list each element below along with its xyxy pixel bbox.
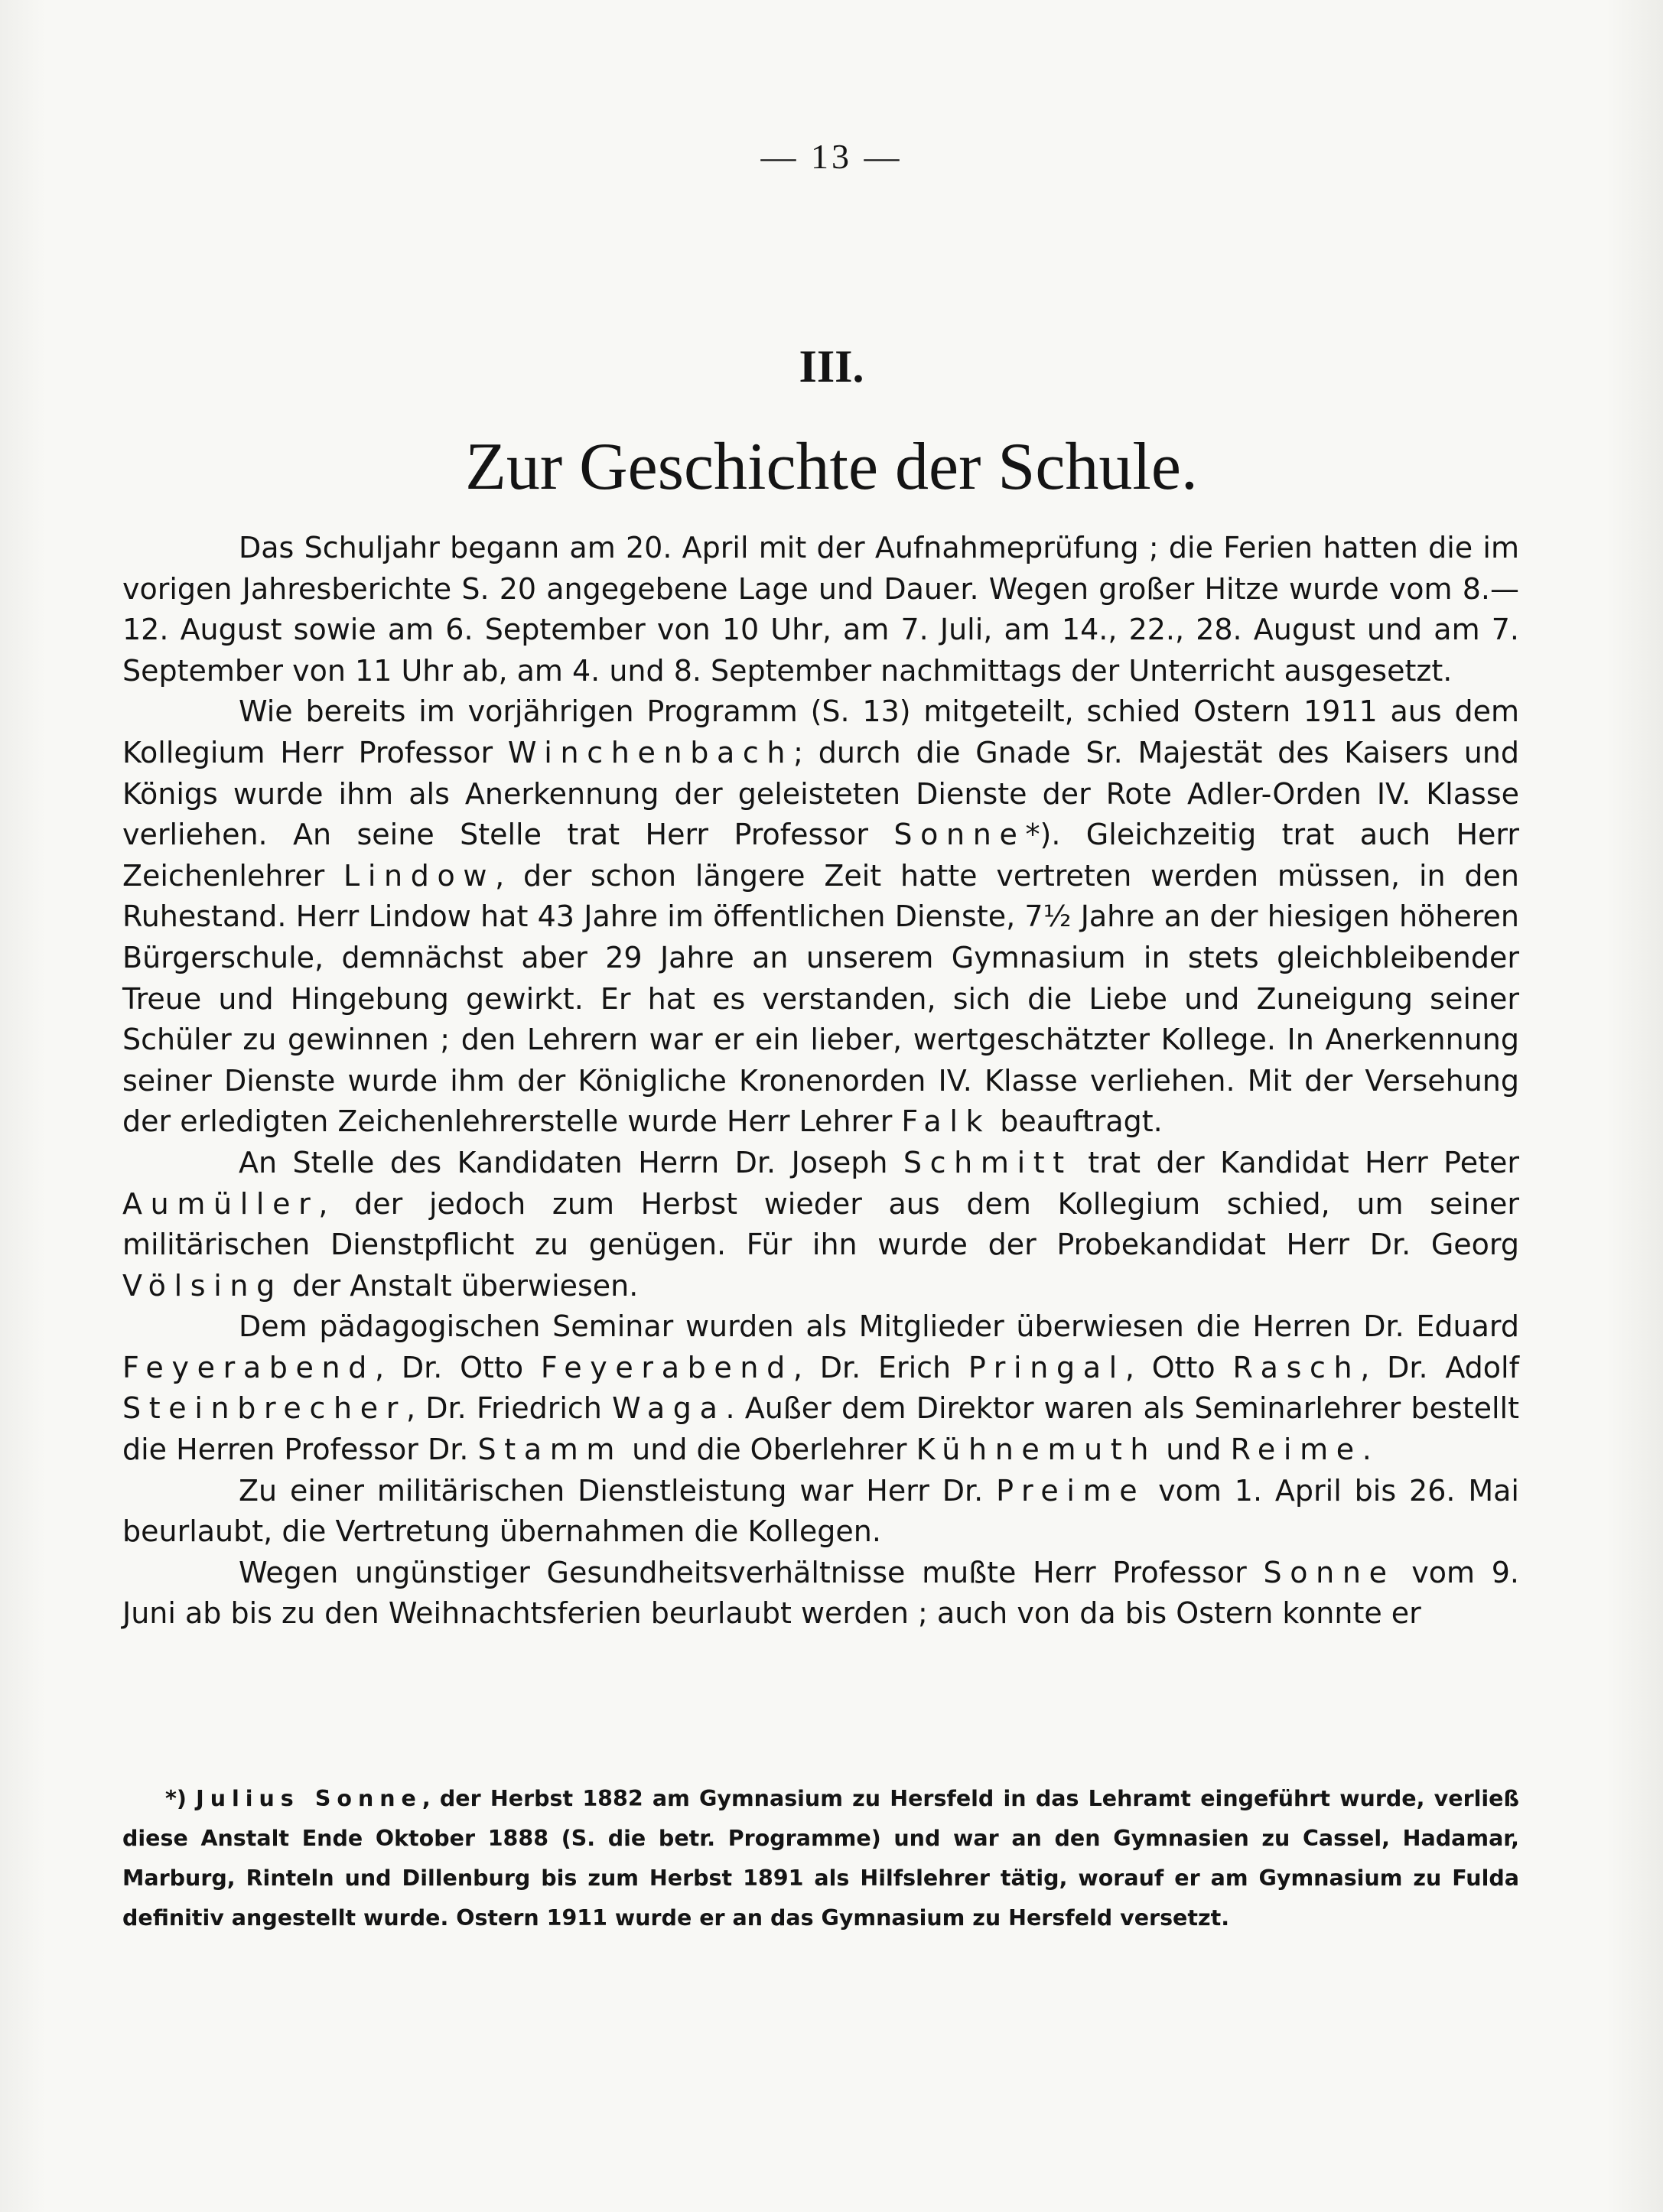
- text-run: . Außer dem Direktor waren als Seminarlehrer bestellt die Herren Professor Dr.: [122, 1391, 1519, 1467]
- spaced-name: Kühnemuth: [916, 1433, 1157, 1467]
- spaced-name: Rasch: [1232, 1350, 1361, 1384]
- text-run: ; durch die Gnade Sr. Majestät des Kaisers und Königs wurde ihm als Anerkennung der geleisteten Dienste der Rote Adler-Orden IV. Klasse verliehen. An seine Stelle trat Herr Professor: [122, 735, 1519, 852]
- text-run: .: [1362, 1433, 1372, 1467]
- paragraph: [122, 1306, 1519, 1470]
- spaced-name: Sonne: [893, 818, 1026, 852]
- text-run: , der schon längere Zeit hatte vertreten werden müssen, in den Ruhestand. Herr Lindow hat 43 Jahre im öffentlichen Dienste, 7½ Jahre an der hiesigen höheren Bürgerschule, demnächst aber 29 Jahre an unserem Gymnasium in stets gleichbleibender Treue und Hingebung gewirkt. Er hat es verstanden, sich die Liebe und Zuneigung seiner Schüler zu gewinnen ; den Lehrern war er ein lieber, wertgeschätzter Kollege. In Anerkennung seiner Dienste wurde ihm der Königliche Kronenorden IV. Klasse verliehen. Mit der Versehung der erledigten Zeichenlehrerstelle wurde Herr Lehrer: [122, 858, 1519, 1139]
- spaced-name: Feyerabend: [540, 1350, 793, 1384]
- spaced-name: Falk: [901, 1104, 991, 1139]
- spaced-name: Stamm: [477, 1433, 623, 1467]
- spaced-name: Sonne: [1263, 1555, 1395, 1589]
- spaced-name: Waga: [612, 1391, 726, 1426]
- text-run: vom 1. April bis 26. Mai beurlaubt, die Vertretung übernahmen die Kollegen.: [122, 1473, 1519, 1549]
- text-run: *). Gleichzeitig trat auch Herr Zeichenlehrer: [122, 818, 1519, 893]
- text-run: der Anstalt überwiesen.: [282, 1268, 639, 1303]
- text-run: Wie bereits im vorjährigen Programm (S. 13) mitgeteilt, schied Ostern 1911 aus dem Kollegium Herr Professor: [122, 695, 1519, 769]
- text-run: Das Schuljahr begann am 20. April mit der Aufnahmeprüfung ; die Ferien hatten die im vorigen Jahresberichte S. 20 angegebene Lage und Dauer. Wegen großer Hitze wurde vom 8.—12. August sowie am 6. September von 10 Uhr, am 7. Juli, am 14., 22., 28. August und am 7. September von 11 Uhr ab, am 4. und 8. September nachmittags der Unterricht ausgesetzt.: [122, 531, 1519, 688]
- text-run: Dem pädagogischen Seminar wurden als Mitglieder überwiesen die Herren Dr. Eduard: [239, 1309, 1519, 1344]
- text-run: *): [165, 1786, 197, 1811]
- text-run: An Stelle des Kandidaten Herrn Dr. Joseph: [239, 1145, 903, 1179]
- text-run: , der jedoch zum Herbst wieder aus dem Kollegium schied, um seiner militärischen Dienstpflicht zu genügen. Für ihn wurde der Probekandidat Herr Dr. Georg: [122, 1186, 1519, 1262]
- spaced-name: Julius Sonne: [196, 1786, 422, 1811]
- text-run: Wegen ungünstiger Gesundheitsverhältnisse mußte Herr Professor: [239, 1555, 1264, 1589]
- paragraph: [122, 528, 1519, 691]
- spaced-name: Schmitt: [903, 1145, 1072, 1179]
- text-run: trat der Kandidat Herr Peter: [1072, 1145, 1519, 1179]
- text-run: Zu einer militärischen Dienstleistung war Herr Dr.: [239, 1473, 997, 1508]
- body-text: [122, 528, 1519, 1635]
- footnote: [122, 1779, 1519, 1938]
- text-run: und die Oberlehrer: [623, 1433, 916, 1467]
- footnote-paragraph: [122, 1779, 1519, 1938]
- text-run: vom 9. Juni ab bis zu den Weihnachtsferien beurlaubt werden ; auch von da bis Ostern konnte er: [122, 1555, 1519, 1631]
- spaced-name: Lindow: [343, 858, 496, 893]
- paragraph: [122, 1553, 1519, 1635]
- spaced-name: Völsing: [122, 1268, 283, 1303]
- spaced-name: Pringal: [968, 1350, 1125, 1384]
- text-run: beauftragt.: [991, 1104, 1163, 1139]
- text-run: , Otto: [1124, 1350, 1233, 1384]
- spaced-name: Preime: [996, 1473, 1146, 1508]
- paragraph: [122, 1471, 1519, 1553]
- spaced-name: Winchenbach: [507, 735, 794, 769]
- text-run: , Dr. Friedrich: [406, 1391, 613, 1426]
- text-run: , Dr. Otto: [375, 1350, 541, 1384]
- text-run: , Dr. Adolf: [1360, 1350, 1519, 1384]
- page-number: — 13 —: [760, 137, 903, 176]
- paragraph: [122, 691, 1519, 1143]
- spaced-name: Aumüller: [122, 1186, 319, 1221]
- spaced-name: Steinbrecher: [122, 1391, 406, 1426]
- text-run: , der Herbst 1882 am Gymnasium zu Hersfeld in das Lehramt eingeführt wurde, verließ diese Anstalt Ende Oktober 1888 (S. die betr. Programme) und war an den Gymnasien zu Cassel, Hadamar, Marburg, Rinteln und Dillenburg bis zum Herbst 1891 als Hilfslehrer tätig, worauf er am Gymnasium zu Fulda definitiv angestellt wurde. Ostern 1911 wurde er an das Gymnasium zu Hersfeld versetzt.: [122, 1786, 1519, 1931]
- spaced-name: Reime: [1230, 1433, 1362, 1467]
- spaced-name: Feyerabend: [122, 1350, 376, 1384]
- chapter-title: Zur Geschichte der Schule.: [465, 430, 1198, 504]
- paragraph: [122, 1143, 1519, 1306]
- chapter-number: III.: [799, 341, 864, 392]
- text-run: und: [1157, 1433, 1231, 1467]
- text-run: , Dr. Erich: [792, 1350, 968, 1384]
